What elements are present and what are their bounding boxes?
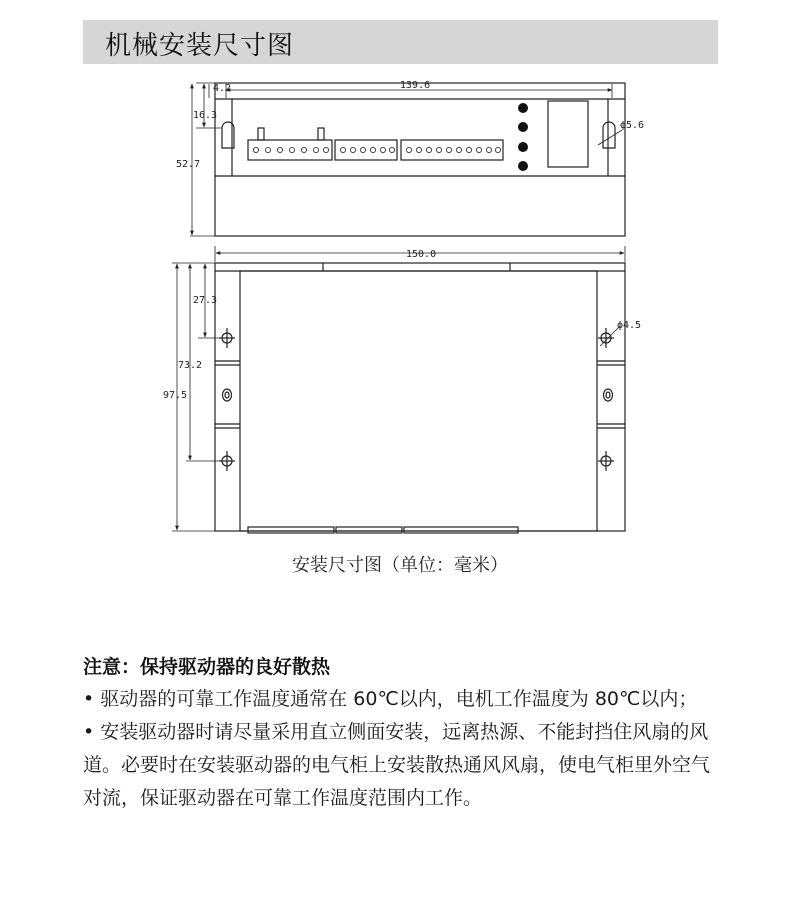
notes-section [83,652,723,815]
front-view-body [215,263,625,531]
note-item-temperature: • 驱动器的可靠工作温度通常在 60℃以内，电机工作温度为 80℃以内； [83,688,698,710]
dim-front-width: 150.0 [406,249,437,260]
mechanical-drawing [0,70,800,545]
drawing-caption: 安装尺寸图（单位：毫米） [292,555,508,576]
front-view [215,263,625,533]
dim-front-h3: 97.5 [163,390,188,401]
dim-front-hole-dia: ϕ4.5 [617,320,642,331]
section-header [83,20,718,64]
top-view [215,83,625,236]
section-title: 机械安装尺寸图 [105,31,295,61]
dim-top-height: 52.7 [176,159,201,170]
notes-title: 注意：保持驱动器的良好散热 [83,656,331,678]
dim-front-h2: 73.2 [178,360,203,371]
dim-left-offset: 4.2 [213,83,232,94]
note-item-installation: • 安装驱动器时请尽量采用直立侧面安装，远离热源、不能封挡住风扇的风道。必要时在安装驱动器的电气柜上安装散热通风风扇，使电气柜里外空气对流，保证驱动器在可靠工作温度范围内工作。 [83,721,711,809]
dim-front-h1: 27.3 [193,295,218,306]
dim-top-hole-dia: ϕ5.6 [620,120,645,131]
dim-hole-from-top: 16.3 [193,110,218,121]
dim-top-width: 139.6 [400,80,431,91]
